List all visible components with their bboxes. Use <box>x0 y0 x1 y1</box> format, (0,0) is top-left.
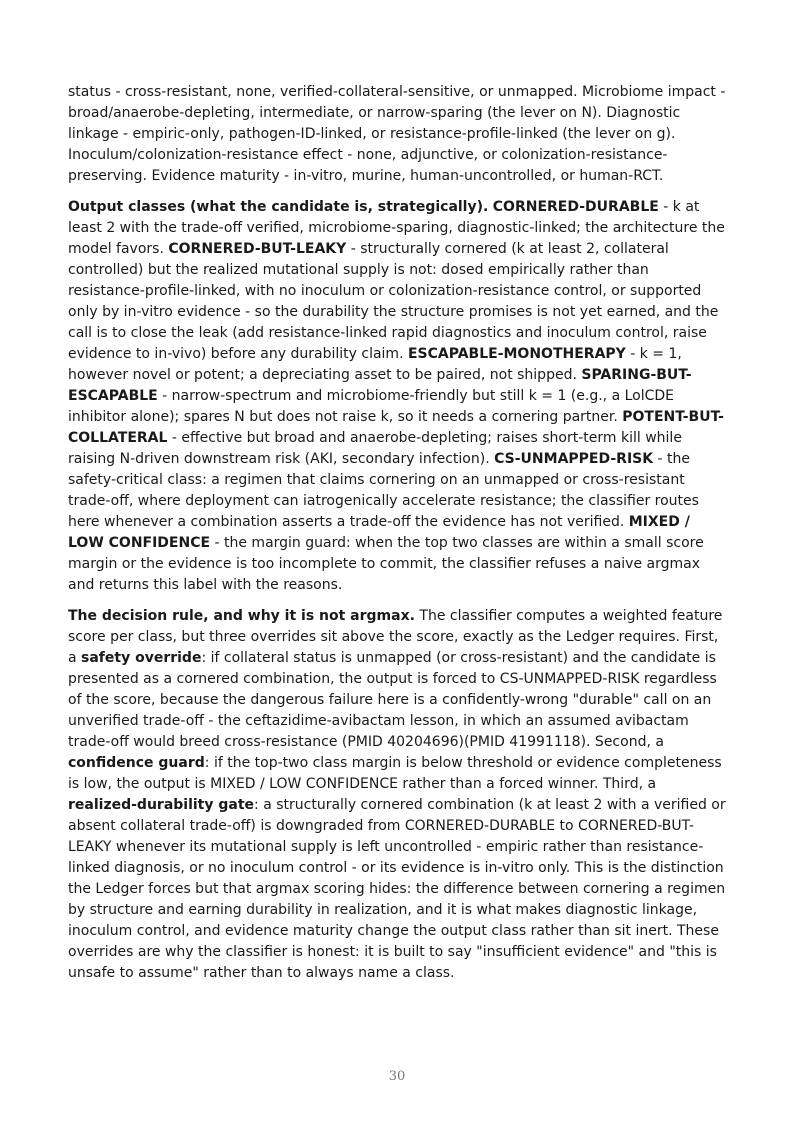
text-run: - effective but broad and anaerobe-depleting; raises short-term kill while raising N-driven downstream risk (AKI, secondary infection). <box>68 430 682 467</box>
text-run: : if collateral status is unmapped (or cross-resistant) and the candidate is presented as a cornered combination, the output is forced to CS-UNMAPPED-RISK regardless of the score, because the dangerous failure here is a confidently-wrong "durable" call on an unverified trade-off - the ceftazidime-avibactam lesson, in which an assumed avibactam trade-off would breed cross-resistance (PMID 40204696)(PMID 41991118). Second, a <box>68 650 717 750</box>
text-run: - the margin guard: when the top two classes are within a small score margin or the evidence is too incomplete to commit, the classifier refuses a naive argmax and returns this label with the reasons. <box>68 535 704 593</box>
class-name-escapable-monotherapy: ESCAPABLE-MONOTHERAPY <box>407 346 626 362</box>
class-name-mixed-low-confidence: MIXED / LOW CONFIDENCE <box>68 514 690 551</box>
paragraph-decision-rule <box>68 606 728 984</box>
paragraph-feature-definitions <box>68 82 728 187</box>
class-name-cornered-durable: CORNERED-DURABLE <box>492 199 659 215</box>
class-name-potent-but-collateral: POTENT-BUT-COLLATERAL <box>68 409 724 446</box>
text-run: : if the top-two class margin is below threshold or evidence completeness is low, the output is MIXED / LOW CONFIDENCE rather than a forced winner. Third, a <box>68 755 722 792</box>
term-confidence-guard: confidence guard <box>68 755 205 771</box>
text-run: status - cross-resistant, none, verified-collateral-sensitive, or unmapped. Microbiome impact - broad/anaerobe-depleting, intermediate, or narrow-sparing (the lever on N). Diagnostic linkage - empiric-only, pathogen-ID-linked, or resistance-profile-linked (the lever on g). Inoculum/colonization-resistance effect - none, adjunctive, or colonization-resistance-preserving. Evidence maturity - in-vitro, murine, human-uncontrolled, or human-RCT. <box>68 84 726 184</box>
text-run: - the safety-critical class: a regimen that claims cornering on an unmapped or cross-resistant trade-off, where deployment can iatrogenically accelerate resistance; the classifier routes here whenever a combination asserts a trade-off the evidence has not verified. <box>68 451 699 530</box>
paragraph-heading: Output classes (what the candidate is, strategically). <box>68 199 489 215</box>
text-run: : a structurally cornered combination (k at least 2 with a verified or absent collateral trade-off) is downgraded from CORNERED-DURABLE to CORNERED-BUT-LEAKY whenever its mutational supply is left uncontrolled - empiric rather than resistance-linked diagnosis, or no inoculum control - or its evidence is in-vitro only. This is the distinction the Ledger forces but that argmax scoring hides: the difference between cornering a regimen by structure and earning durability in realization, and it is what makes diagnostic linkage, inoculum control, and evidence maturity change the output class rather than sit inert. These overrides are why the classifier is honest: it is built to say "insufficient evidence" and "this is unsafe to assume" rather than to always name a class. <box>68 797 726 981</box>
paragraph-output-classes <box>68 197 728 596</box>
text-run: - k = 1, however novel or potent; a depreciating asset to be paired, not shipped. <box>68 346 682 383</box>
term-realized-durability-gate: realized-durability gate <box>68 797 255 813</box>
term-safety-override: safety override <box>81 650 202 666</box>
class-name-sparing-but-escapable: SPARING-BUT-ESCAPABLE <box>68 367 692 404</box>
text-run: - structurally cornered (k at least 2, collateral controlled) but the realized mutational supply is not: dosed empirically rather than resistance-profile-linked, with no inoculum or colonization-resistance control, or supported only by in-vitro evidence - so the durability the structure promises is not yet earned, and the call is to close the leak (add resistance-linked rapid diagnostics and inoculum control, raise evidence to in-vivo) before any durability claim. <box>68 241 719 362</box>
class-name-cornered-but-leaky: CORNERED-BUT-LEAKY <box>168 241 347 257</box>
page-number: 30 <box>388 1069 406 1084</box>
paragraph-heading: The decision rule, and why it is not argmax. <box>68 608 415 624</box>
text-run: - narrow-spectrum and microbiome-friendly but still k = 1 (e.g., a LolCDE inhibitor alone); spares N but does not raise k, so it needs a cornering partner. <box>68 388 675 425</box>
class-name-cs-unmapped-risk: CS-UNMAPPED-RISK <box>494 451 654 467</box>
text-run: - k at least 2 with the trade-off verified, microbiome-sparing, diagnostic-linked; the architecture the model favors. <box>68 199 725 257</box>
document-body <box>68 82 728 994</box>
text-run: The classifier computes a weighted feature score per class, but three overrides sit above the score, exactly as the Ledger requires. First, a <box>68 608 723 666</box>
